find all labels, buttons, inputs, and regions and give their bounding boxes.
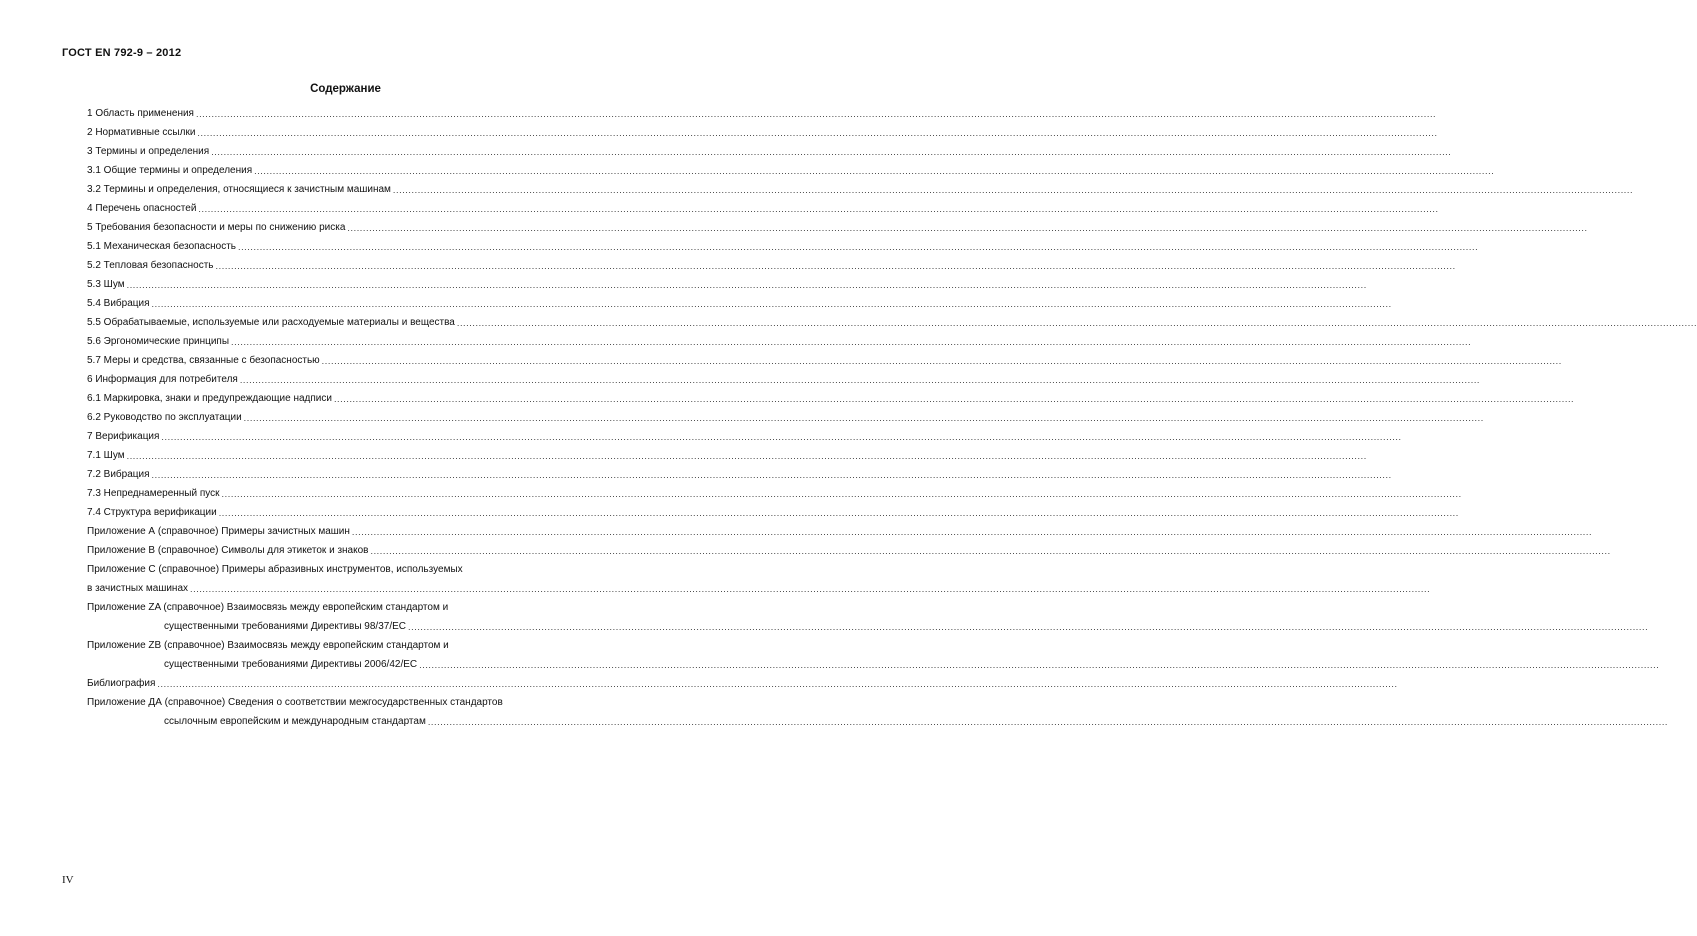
toc-dot-leader: ................................................................................................................................................................................................................................................................................................................................................................................................................	[243, 413, 1484, 423]
toc-dot-leader: ................................................................................................................................................................................................................................................................................................................................................................................................................	[456, 318, 1697, 328]
toc-entry-title: 5 Требования безопасности и меры по снижению риска	[87, 222, 346, 233]
toc-dot-leader: ................................................................................................................................................................................................................................................................................................................................................................................................................	[151, 299, 1392, 309]
toc-entry-title: 7.4 Структура верификации	[87, 507, 217, 518]
toc-entry	[87, 405, 1484, 424]
toc-dot-leader: ................................................................................................................................................................................................................................................................................................................................................................................................................	[190, 584, 1431, 594]
toc-dot-leader: ................................................................................................................................................................................................................................................................................................................................................................................................................	[195, 109, 1437, 119]
toc-entry	[87, 538, 1611, 557]
toc-entry-title: 3 Термины и определения	[87, 146, 210, 157]
toc-entry-title: 7.1 Шум	[87, 450, 125, 461]
toc-entry-title: 3.2 Термины и определения, относящиеся к зачистным машинам	[87, 184, 391, 195]
toc-entry	[87, 291, 1392, 310]
toc-dot-leader: ................................................................................................................................................................................................................................................................................................................................................................................................................	[347, 223, 1588, 233]
toc-entry-title: 7.2 Вибрация	[87, 469, 150, 480]
toc-entry-title: Приложение ZB (справочное) Взаимосвязь между европейским стандартом и	[87, 640, 449, 651]
toc-dot-leader: ................................................................................................................................................................................................................................................................................................................................................................................................................	[215, 261, 1456, 271]
toc-entry	[87, 234, 1479, 253]
toc-entry-title: Приложение А (справочное) Примеры зачистных машин	[87, 526, 350, 537]
document-code-header: ГОСТ EN 792-9 – 2012	[62, 47, 182, 59]
toc-entry	[87, 329, 1472, 348]
toc-dot-leader: ................................................................................................................................................................................................................................................................................................................................................................................................................	[221, 489, 1462, 499]
toc-entry-title: 6 Информация для потребителя	[87, 374, 238, 385]
toc-entry	[87, 367, 1481, 386]
toc-entry-title: 5.5 Обрабатываемые, используемые или расходуемые материалы и вещества	[87, 317, 455, 328]
toc-entry	[87, 481, 1462, 500]
toc-entry	[87, 443, 1367, 462]
toc-entry	[87, 652, 1660, 671]
toc-entry	[87, 500, 1459, 519]
toc-entry-title: Приложение ДА (справочное) Сведения о соответствии межгосударственных стандартов	[87, 697, 503, 708]
toc-entry	[87, 348, 1562, 367]
toc-entry	[87, 633, 598, 652]
toc-entry	[87, 462, 1392, 481]
toc-dot-leader: ................................................................................................................................................................................................................................................................................................................................................................................................................	[126, 451, 1367, 461]
toc-entry	[87, 386, 1575, 405]
toc-entry	[87, 614, 1649, 633]
toc-entry-title: 3.1 Общие термины и определения	[87, 165, 253, 176]
toc-entry	[87, 177, 1634, 196]
table-of-contents	[87, 101, 1697, 728]
toc-dot-leader: ................................................................................................................................................................................................................................................................................................................................................................................................................	[126, 280, 1367, 290]
toc-dot-leader: ................................................................................................................................................................................................................................................................................................................................................................................................................	[231, 337, 1472, 347]
toc-dot-leader: ................................................................................................................................................................................................................................................................................................................................................................................................................	[218, 508, 1459, 518]
toc-entry-title: 6.1 Маркировка, знаки и предупреждающие надписи	[87, 393, 332, 404]
toc-entry-title: Приложение С (справочное) Примеры абразивных инструментов, используемых	[87, 564, 463, 575]
toc-entry	[87, 196, 1439, 215]
toc-entry-title: 4 Перечень опасностей	[87, 203, 197, 214]
toc-entry	[87, 139, 1452, 158]
toc-entry	[87, 120, 1438, 139]
toc-entry-title: Библиография	[87, 678, 156, 689]
toc-entry	[87, 595, 598, 614]
toc-dot-leader: ................................................................................................................................................................................................................................................................................................................................................................................................................	[211, 147, 1452, 157]
toc-dot-leader: ................................................................................................................................................................................................................................................................................................................................................................................................................	[392, 185, 1634, 195]
toc-entry-title: 5.2 Тепловая безопасность	[87, 260, 214, 271]
toc-entry-title: 7.3 Непреднамеренный пуск	[87, 488, 220, 499]
toc-entry	[87, 101, 1437, 120]
toc-entry-title: 5.6 Эргономические принципы	[87, 336, 230, 347]
toc-entry	[87, 519, 1593, 538]
toc-entry-title: в зачистных машинах	[87, 583, 189, 594]
toc-dot-leader: ................................................................................................................................................................................................................................................................................................................................................................................................................	[161, 432, 1402, 442]
toc-dot-leader: ................................................................................................................................................................................................................................................................................................................................................................................................................	[197, 128, 1438, 138]
page-number: IV	[62, 874, 74, 886]
toc-entry-title: 5.1 Механическая безопасность	[87, 241, 236, 252]
toc-title: Содержание	[310, 83, 381, 95]
toc-dot-leader: ................................................................................................................................................................................................................................................................................................................................................................................................................	[254, 166, 1495, 176]
toc-entry-title: Приложение В (справочное) Символы для этикеток и знаков	[87, 545, 369, 556]
toc-dot-leader: ................................................................................................................................................................................................................................................................................................................................................................................................................	[237, 242, 1479, 252]
toc-entry-title: 1 Область применения	[87, 108, 194, 119]
toc-dot-leader: ................................................................................................................................................................................................................................................................................................................................................................................................................	[351, 527, 1593, 537]
toc-entry-title: 2 Нормативные ссылки	[87, 127, 196, 138]
toc-entry	[87, 671, 1398, 690]
toc-entry-title: Приложение ZA (справочное) Взаимосвязь между европейским стандартом и	[87, 602, 449, 613]
toc-dot-leader: ................................................................................................................................................................................................................................................................................................................................................................................................................	[408, 622, 1649, 632]
toc-entry	[87, 424, 1402, 443]
toc-entry-title: ссылочным европейским и международным стандартам	[164, 716, 426, 727]
toc-dot-leader: ................................................................................................................................................................................................................................................................................................................................................................................................................	[321, 356, 1562, 366]
toc-entry	[87, 557, 598, 576]
toc-dot-leader: ................................................................................................................................................................................................................................................................................................................................................................................................................	[157, 679, 1398, 689]
toc-entry-title: существенными требованиями Директивы 2006/42/ЕС	[164, 659, 418, 670]
toc-entry	[87, 253, 1456, 272]
toc-entry-title: 5.7 Меры и средства, связанные с безопасностью	[87, 355, 320, 366]
toc-entry	[87, 272, 1367, 291]
toc-entry-title: 6.2 Руководство по эксплуатации	[87, 412, 242, 423]
toc-entry	[87, 690, 598, 709]
toc-dot-leader: ................................................................................................................................................................................................................................................................................................................................................................................................................	[239, 375, 1481, 385]
toc-entry-title: 5.3 Шум	[87, 279, 125, 290]
toc-dot-leader: ................................................................................................................................................................................................................................................................................................................................................................................................................	[333, 394, 1575, 404]
toc-entry-title: 5.4 Вибрация	[87, 298, 150, 309]
toc-dot-leader: ................................................................................................................................................................................................................................................................................................................................................................................................................	[370, 546, 1611, 556]
toc-dot-leader: ................................................................................................................................................................................................................................................................................................................................................................................................................	[427, 717, 1669, 727]
toc-dot-leader: ................................................................................................................................................................................................................................................................................................................................................................................................................	[198, 204, 1439, 214]
toc-entry	[87, 576, 1431, 595]
toc-entry	[87, 709, 1669, 728]
toc-entry	[87, 215, 1588, 234]
toc-dot-leader: ................................................................................................................................................................................................................................................................................................................................................................................................................	[151, 470, 1392, 480]
toc-entry	[87, 158, 1495, 177]
toc-entry-title: 7 Верификация	[87, 431, 160, 442]
toc-entry-title: существенными требованиями Директивы 98/37/ЕС	[164, 621, 407, 632]
toc-entry	[87, 310, 1697, 329]
toc-dot-leader: ................................................................................................................................................................................................................................................................................................................................................................................................................	[419, 660, 1660, 670]
